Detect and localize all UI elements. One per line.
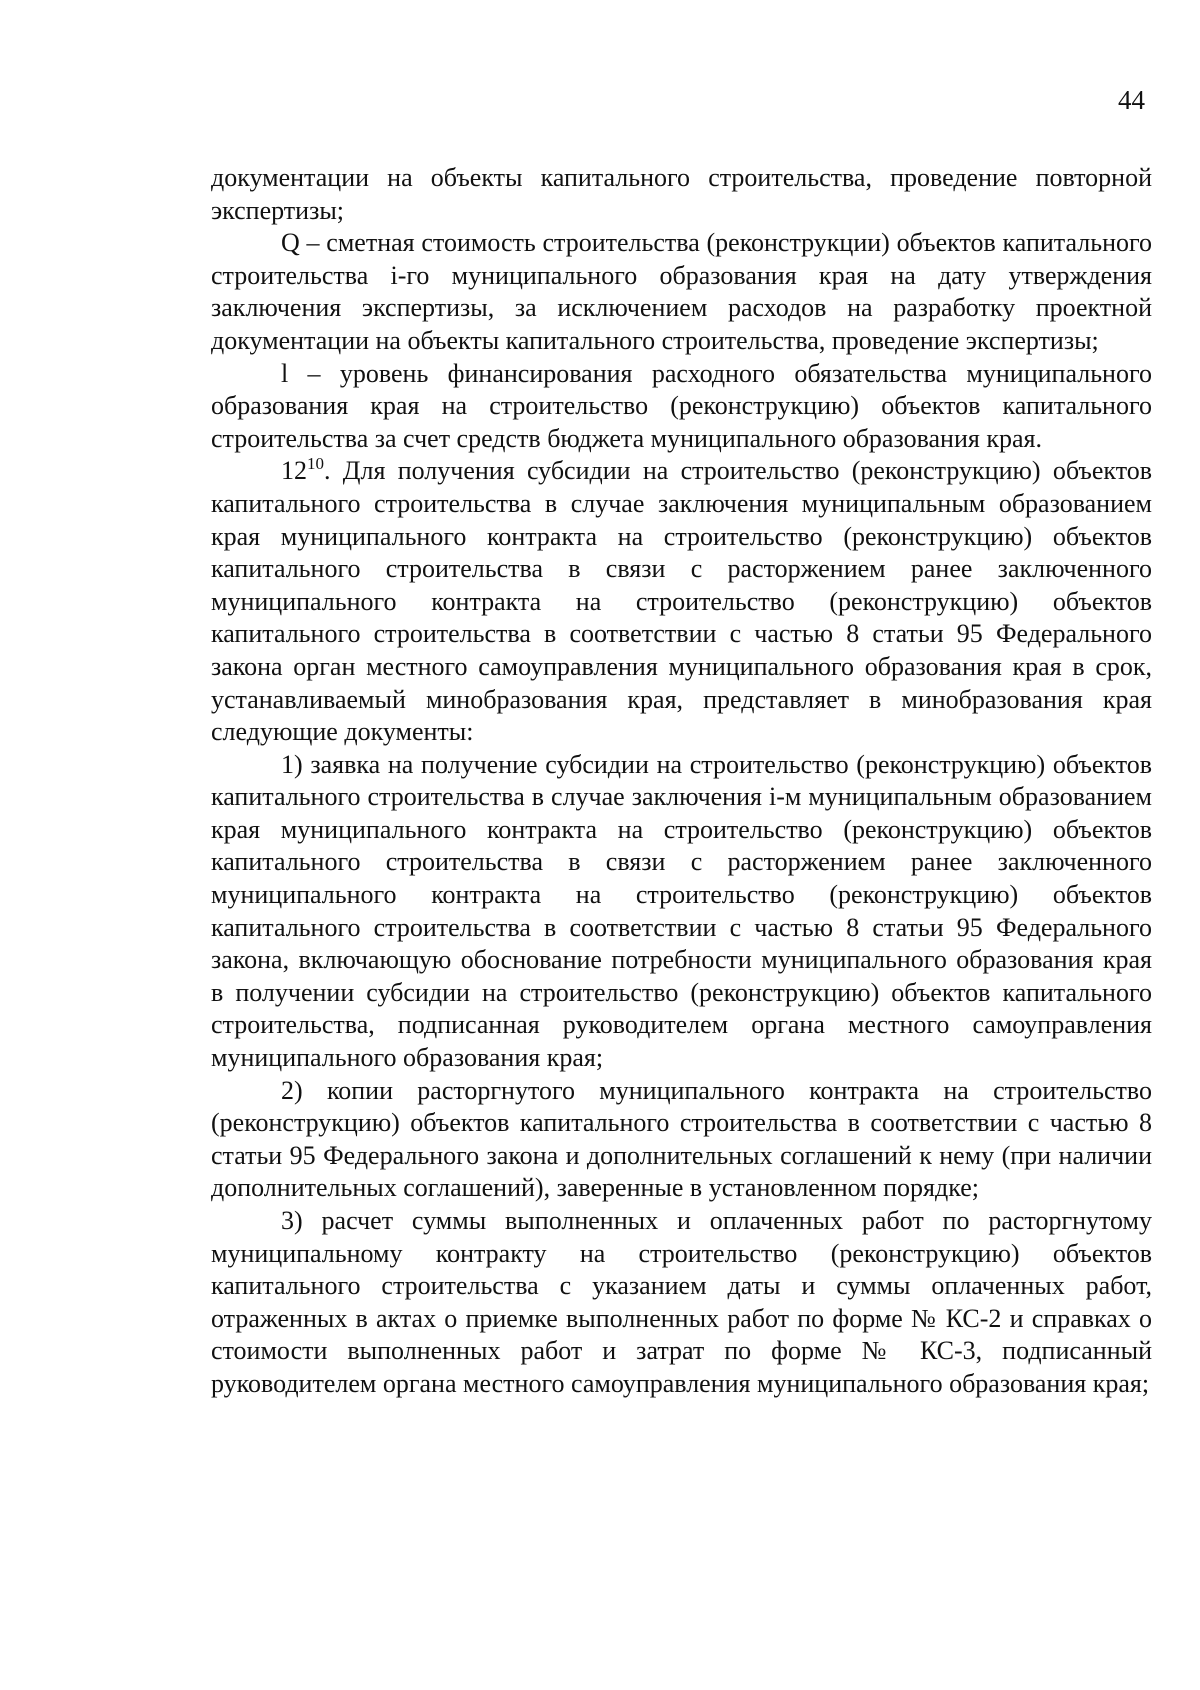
clause-number: 12 xyxy=(281,456,307,486)
page-number: 44 xyxy=(1118,85,1145,115)
list-item-2: 2) копии расторгнутого муниципального контракта на строительство (реконструкцию) объектов капитального строительства в соответствии с частью 8 статьи 95 Федерального закона и дополнительных соглашений к нему (при наличии дополнительных соглашений), заверенные в установленном порядке; xyxy=(211,1075,1152,1203)
paragraph-l-definition: l – уровень финансирования расходного обязательства муниципального образования края на строительство (реконструкцию) объектов капитального строительства за счет средств бюджета муниципального образования края. xyxy=(211,358,1152,453)
paragraph-12-10 xyxy=(211,455,1152,748)
clause-text: . Для получения субсидии на строительство (реконструкцию) объектов капитального строительства в случае заключения муниципальным образованием края муниципального контракта на строительство (реконструкцию) объектов капитального строительства в связи с расторжением ранее заключенного муниципального контракта на строительство (реконструкцию) объектов капитального строительства в соответствии с частью 8 статьи 95 Федерального закона орган местного самоуправления муниципального образования края в срок, устанавливаемый минобразования края, представляет в минобразования края следующие документы: xyxy=(211,456,1152,747)
clause-superscript: 10 xyxy=(307,454,324,474)
list-item-1: 1) заявка на получение субсидии на строительство (реконструкцию) объектов капитального строительства в случае заключения i-м муниципальным образованием края муниципального контракта на строительство (реконструкцию) объектов капитального строительства в связи с расторжением ранее заключенного муниципального контракта на строительство (реконструкцию) объектов капитального строительства в соответствии с частью 8 статьи 95 Федерального закона, включающую обоснование потребности муниципального образования края в получении субсидии на строительство (реконструкцию) объектов капитального строительства, подписанная руководителем органа местного самоуправления муниципального образования края; xyxy=(211,749,1152,1073)
document-body xyxy=(211,162,1152,1401)
paragraph-q-definition: Q – сметная стоимость строительства (реконструкции) объектов капитального строительства i-го муниципального образования края на дату утверждения заключения экспертизы, за исключением расходов на разработку проектной документации на объекты капитального строительства, проведение экспертизы; xyxy=(211,228,1152,355)
list-item-3: 3) расчет суммы выполненных и оплаченных работ по расторгнутому муниципальному контракту на строительство (реконструкцию) объектов капитального строительства с указанием даты и суммы оплаченных работ, отраженных в актах о приемке выполненных работ по форме № КС-2 и справках о стоимости выполненных работ и затрат по форме № КС-3, подписанный руководителем органа местного самоуправления муниципального образования края; xyxy=(211,1206,1152,1398)
paragraph-continuation: документации на объекты капитального строительства, проведение повторной экспертизы; xyxy=(211,163,1152,225)
